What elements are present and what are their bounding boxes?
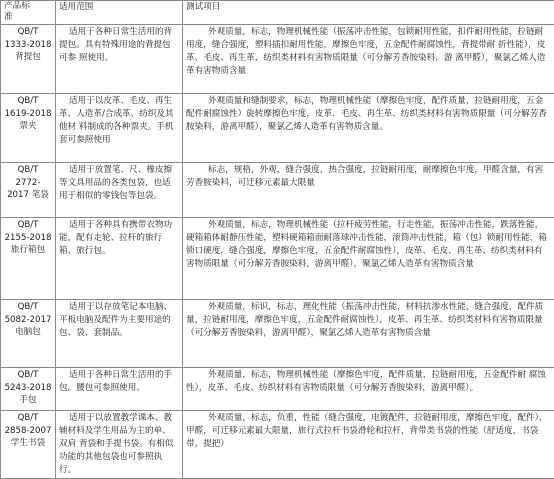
table-row: [1, 25, 554, 94]
test-items-cell: 外观质量，标志，物理机械性能（拉杆疲劳性能，行走性能，振荡冲击性能，跌落性能，硬箱箱体耐静压性能，塑料硬箱箱面耐落球冲击性能，滚筒冲击性能，箱（包）锁耐用性能，箱锁口硬度，缝合强度，摩擦色牢度，五金配件耐腐蚀性），皮革、毛皮、再生革、纺织类材料有害物质限量（可分解芳香胺染料，游离甲醛），聚氯乙烯人造革有害物质含量: [183, 218, 554, 300]
standard-number: 1333-2018: [4, 39, 52, 52]
header-test-items: 测试项目: [183, 1, 554, 25]
standard-name: 电脑包: [4, 326, 52, 339]
test-items-cell: 外观质量，标志，负重，性能（缝合强度，电镀配件，拉链耐用度，摩擦色牢度，配件），甲醛，可迁移元素最大限量，旅行式拉杆书袋滑轮和拉杆，背带类书袋的性能（舒适度，书袋带，提把）: [183, 411, 554, 479]
standard-cell: [1, 300, 56, 368]
test-items-cell: 外观质量，标志，物理机械性能（摩擦色牢度，配件质量，拉链耐用度，五金配件耐 腐蚀性），皮革、毛皮、纺织材料有害物质限量（可分解芳香胺染料，游离甲醛）。: [183, 368, 554, 411]
header-standard-line2: 准: [4, 12, 52, 23]
table-row: [1, 163, 554, 218]
standard-prefix: QB/T: [4, 412, 52, 425]
standard-prefix: QB/T: [4, 164, 52, 177]
test-items-cell: 外观质量，标志，物理机械性能（振荡冲击性能，包锁耐用性能，扣件耐用性能，拉链耐用度，缝合强度，塑料插扣耐用性能，摩擦色牢度，五金配件耐腐蚀性，背提带耐 折性能），皮革、毛皮、再生革、纺织类材料有害物质限量（可分解芳香胺染料，游 离甲醛），聚氯乙烯人造革有害物质含量: [183, 25, 554, 94]
scope-cell: 适用于放置笔、尺、橡皮擦等文具用品的各类包袋，也适用于相似的零钱包等包袋。: [56, 163, 183, 218]
standard-prefix: QB/T: [4, 219, 52, 232]
header-standard-line1: 产品标: [4, 1, 52, 12]
standard-cell: [1, 163, 56, 218]
header-standard: [1, 1, 56, 25]
test-items-cell: 标志，规格，外观，缝合强度，热合强度，拉链耐用度，耐摩擦色牢度，甲醛含量，有害芳香胺染料，可迁移元素最大限量: [183, 163, 554, 218]
test-items-cell: 外观质量和缝制要求，标志，物理机械性能（摩擦色牢度，配件质量，拉链耐用度，五金配件耐腐蚀性）旋转摩擦色牢度，皮革、毛皮、再生革、纺织类材料有害物质限量（可分解芳香胺染料，游离甲醛），聚氯乙烯人造革有害物质含量。: [183, 94, 554, 163]
standard-name: 票夹: [4, 120, 52, 133]
scope-cell: 适用于以放置教学课本、教辅材料及学生用品为主的单、双肩 背袋和手提书袋。有相似功能的其他包袋也可参照执行。: [56, 411, 183, 479]
standard-name: 背提包: [4, 51, 52, 64]
test-items-cell: 外观质量，标识，标志，理化性能（振荡冲击性能，材料抗渗水性能，缝合强度，配件质量，拉链耐用度，摩擦色牢度，五金配件耐腐蚀性），皮革、再生革、纺织类材料有害物质限量（可分解芳香胺染料，游离甲醛），聚氯乙烯人造革有害物质含量: [183, 300, 554, 368]
scope-cell: 适用于各种具有携带衣物功能，配有走轮、拉杆的旅行箱、旅行包。: [56, 218, 183, 300]
standard-prefix: QB/T: [4, 369, 52, 382]
standard-name: 旅行箱包: [4, 244, 52, 257]
standard-cell: [1, 94, 56, 163]
standard-cell: [1, 368, 56, 411]
standard-cell: [1, 411, 56, 479]
scope-cell: 适用于各种日常生活用的背提包。具有特殊用途的背提包可参 照使用。: [56, 25, 183, 94]
standard-number: 1619-2018: [4, 108, 52, 121]
scope-cell: 适用于各种日常生活用的手包。腰包可参照使用。: [56, 368, 183, 411]
table-header-row: [1, 1, 554, 25]
standard-number: 2858-2007: [4, 425, 52, 438]
standard-cell: [1, 218, 56, 300]
scope-cell: 适用于以皮革、毛皮、再生革、人造革/合成革、纺织及其他材 料制成的各种票夹。手机套可参照使用: [56, 94, 183, 163]
standard-name: 学生书袋: [4, 437, 52, 450]
header-scope: 适用范围: [56, 1, 183, 25]
standard-name: 2017 笔袋: [4, 189, 52, 202]
standard-number: 5243-2018: [4, 382, 52, 395]
table-row: [1, 218, 554, 300]
scope-cell: 适用于以存放笔记本电脑、平板电脑及配件为主要用途的包、袋、套制品。: [56, 300, 183, 368]
standard-prefix: QB/T: [4, 301, 52, 314]
table-row: [1, 300, 554, 368]
standard-cell: [1, 25, 56, 94]
standard-name: 手包: [4, 394, 52, 407]
standard-number: 2155-2018: [4, 232, 52, 245]
standard-prefix: QB/T: [4, 26, 52, 39]
table-row: [1, 94, 554, 163]
standard-number: 5082-2017: [4, 314, 52, 327]
table-row: [1, 368, 554, 411]
standard-number: 2772-: [4, 177, 52, 190]
table-row: [1, 411, 554, 479]
standard-prefix: QB/T: [4, 95, 52, 108]
